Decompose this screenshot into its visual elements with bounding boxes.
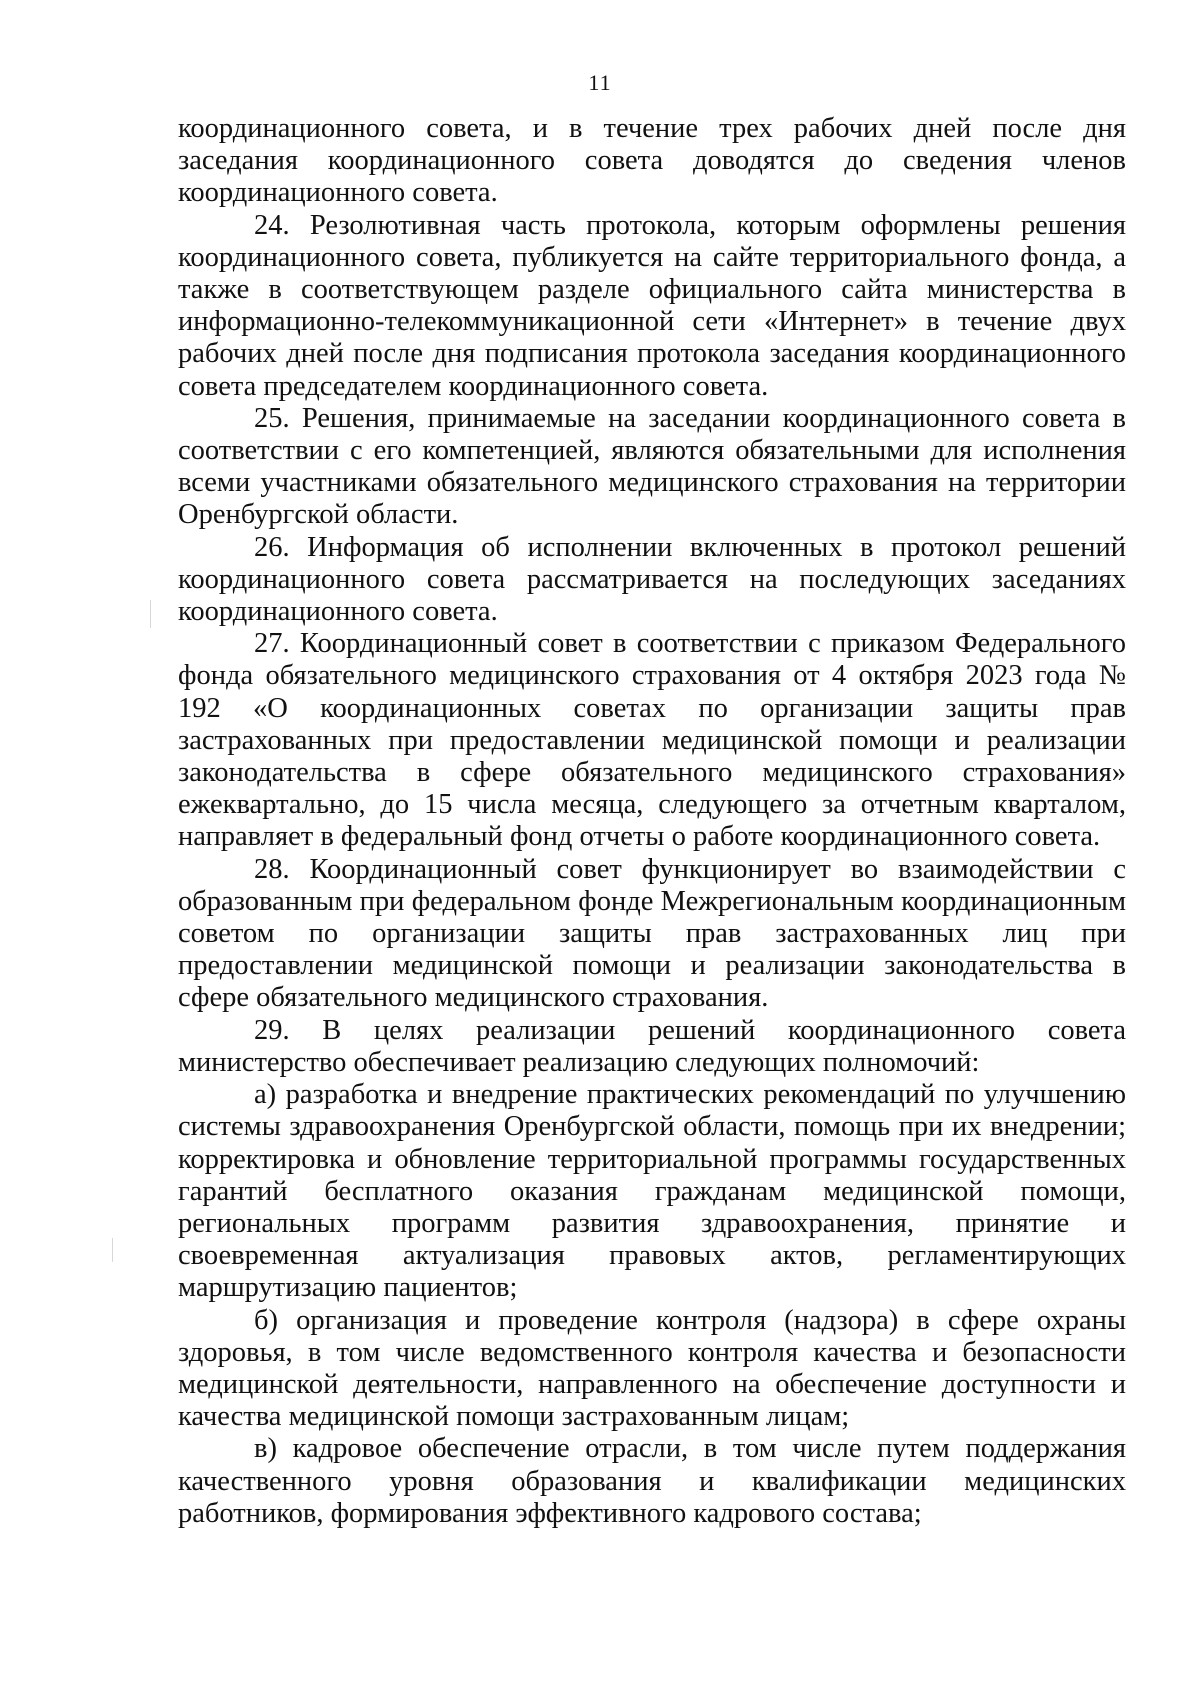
paragraph-26: 26. Информация об исполнении включенных в протокол решений координационного совета рассматривается на последующих заседаниях координационного совета. bbox=[178, 531, 1126, 628]
paragraph-28: 28. Координационный совет функционирует во взаимодействии с образованным при федеральном фонде Межрегиональным координационным советом по организации защиты прав застрахованных лиц при предоставлении медицинской помощи и реализации законодательства в сфере обязательного медицинского страхования. bbox=[178, 853, 1126, 1014]
paragraph-continuation: координационного совета, и в течение трех рабочих дней после дня заседания координационного совета доводятся до сведения членов координационного совета. bbox=[178, 113, 1126, 209]
paragraph-27: 27. Координационный совет в соответствии с приказом Федерального фонда обязательного медицинского страхования от 4 октября 2023 года № 192 «О координационных советах по организации защиты прав застрахованных при предоставлении медицинской помощи и реализации законодательства в сфере обязательного медицинского страхования» ежеквартально, до 15 числа месяца, следующего за отчетным кварталом, направляет в федеральный фонд отчеты о работе координационного совета. bbox=[178, 628, 1126, 853]
list-item-b: б) организация и проведение контроля (надзора) в сфере охраны здоровья, в том числе ведомственного контроля качества и безопасности медицинской деятельности, направленного на обеспечение доступности и качества медицинской помощи застрахованным лицам; bbox=[178, 1304, 1126, 1433]
scan-margin-mark bbox=[150, 600, 151, 628]
paragraph-29: 29. В целях реализации решений координационного совета министерство обеспечивает реализацию следующих полномочий: bbox=[178, 1014, 1126, 1078]
scan-margin-mark bbox=[112, 1238, 113, 1262]
document-body bbox=[178, 113, 1126, 1530]
list-item-v: в) кадровое обеспечение отрасли, в том числе путем поддержания качественного уровня образования и квалификации медицинских работников, формирования эффективного кадрового состава; bbox=[178, 1433, 1126, 1529]
paragraph-24: 24. Резолютивная часть протокола, которым оформлены решения координационного совета, публикуется на сайте территориального фонда, а также в соответствующем разделе официального сайта министерства в информационно-телекоммуникационной сети «Интернет» в течение двух рабочих дней после дня подписания протокола заседания координационного совета председателем координационного совета. bbox=[178, 209, 1126, 402]
page-number: 11 bbox=[588, 70, 612, 95]
paragraph-25: 25. Решения, принимаемые на заседании координационного совета в соответствии с его компетенцией, являются обязательными для исполнения всеми участниками обязательного медицинского страхования на территории Оренбургской области. bbox=[178, 402, 1126, 531]
list-item-a: а) разработка и внедрение практических рекомендаций по улучшению системы здравоохранения Оренбургской области, помощь при их внедрении; корректировка и обновление территориальной программы государственных гарантий бесплатного оказания гражданам медицинской помощи, региональных программ развития здравоохранения, принятие и своевременная актуализация правовых актов, регламентирующих маршрутизацию пациентов; bbox=[178, 1079, 1126, 1304]
